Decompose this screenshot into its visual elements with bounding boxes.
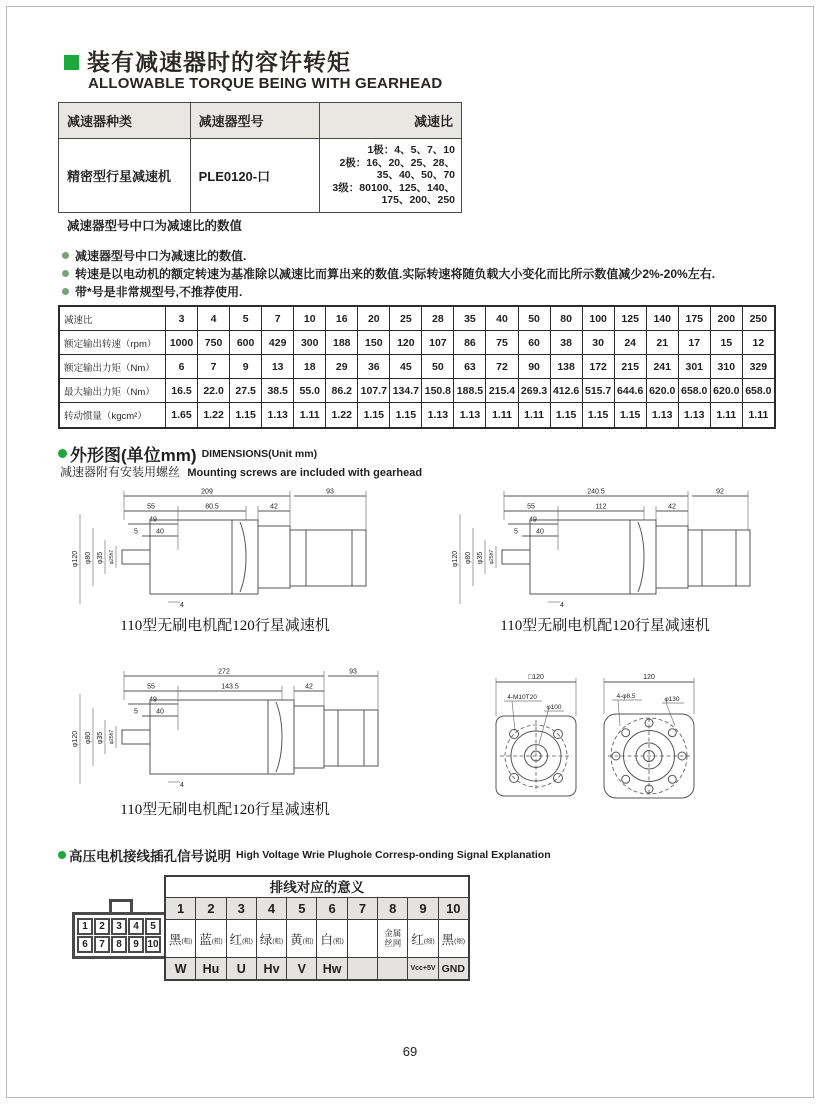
note-text: 带*号是非常规型号,不推荐使用. — [75, 284, 243, 299]
spec-cell: 200 — [711, 307, 743, 330]
spec-cell: 60 — [519, 331, 551, 354]
dim-label: 4-M10T20 — [507, 694, 537, 701]
dim-label: 80.5 — [205, 503, 219, 511]
spec-cell: 1.11 — [748, 409, 769, 421]
signal-cell: Hv — [257, 958, 287, 979]
spec-cell: 36 — [358, 355, 390, 378]
page-title-zh: 装有减速器时的容许转矩 — [87, 49, 351, 75]
spec-cell: 1.13 — [454, 403, 486, 427]
spec-cell: 25 — [390, 307, 422, 330]
wire-color-tag: (细) — [454, 938, 465, 945]
spec-cell: 1.13 — [647, 403, 679, 427]
page-title-en: ALLOWABLE TORQUE BEING WITH GEARHEAD — [88, 75, 443, 92]
wire-color-name: 蓝 — [199, 932, 212, 947]
wire-color-cell — [348, 920, 378, 957]
dim-label: 55 — [147, 683, 155, 691]
signal-cell: GND — [439, 958, 468, 979]
spec-cell: 1000 — [166, 331, 198, 354]
dimensions-note-zh: 减速器附有安装用螺丝 — [60, 465, 181, 479]
spec-cell: 172 — [583, 355, 615, 378]
dim-label: 4 — [560, 602, 564, 609]
note-text: 减速器型号中口为减速比的数值. — [75, 248, 247, 263]
spec-cell: 30 — [583, 331, 615, 354]
wire-color-name: 绿 — [259, 932, 273, 947]
spec-cell: 150.8 — [422, 379, 454, 402]
spec-cell: 269.3 — [519, 379, 551, 402]
spec-cell: 29 — [326, 355, 358, 378]
spec-cell: 100 — [583, 307, 615, 330]
connector-pin: 7 — [94, 936, 110, 953]
spec-cell: 1.22 — [198, 403, 230, 427]
spec-cell: 86.2 — [326, 379, 358, 402]
spec-table — [58, 305, 776, 429]
spec-row-torque — [60, 355, 774, 379]
spec-cell: 50 — [422, 355, 454, 378]
signal-cell: Vcc+5V — [408, 958, 438, 979]
spec-cell: 4 — [198, 307, 230, 330]
spec-row-label: 最大输出力矩（Nm） — [60, 379, 166, 402]
bullet-icon — [62, 270, 69, 277]
dim-label: φ25h7 — [109, 729, 115, 745]
spec-cell: 16 — [326, 307, 358, 330]
dimensions-title-zh: 外形图(单位mm) — [70, 446, 197, 465]
reduction-ratio-value — [320, 139, 462, 213]
spec-cell: 55.0 — [294, 379, 326, 402]
spec-cell: 750 — [198, 331, 230, 354]
dim-label: 55 — [147, 503, 155, 511]
dim-label: 42 — [668, 503, 676, 511]
pin-number-cell: 5 — [287, 898, 317, 919]
spec-row-label: 减速比 — [60, 307, 166, 330]
spec-cell: 1.11 — [486, 403, 518, 427]
col-gearhead-type: 减速器种类 — [59, 103, 191, 139]
signal-cell: U — [227, 958, 257, 979]
side-view-drawing-1 — [60, 486, 390, 612]
connector-pin: 5 — [145, 918, 161, 935]
spec-cell: 175 — [679, 307, 711, 330]
dim-label: φ35 — [97, 551, 104, 565]
spec-cell: 1.15 — [358, 403, 390, 427]
spec-cell: 620.0 — [711, 379, 743, 402]
col-reduction-ratio: 减速比 — [320, 103, 462, 139]
signal-cell: Hw — [317, 958, 347, 979]
spec-cell: 138 — [551, 355, 583, 378]
spec-row-label: 转动惯量（kgcm²） — [60, 403, 166, 427]
dim-label: φ120 — [72, 550, 79, 568]
signal-cell: Hu — [196, 958, 226, 979]
connector-pin: 8 — [111, 936, 127, 953]
dim-label: 5 — [134, 528, 138, 536]
dim-label: 143.5 — [221, 683, 239, 691]
dim-label: φ120 — [452, 550, 459, 568]
connector-pin: 2 — [94, 918, 110, 935]
dim-label: 209 — [201, 488, 213, 496]
dimensions-title-en: DIMENSIONS(Unit mm) — [201, 447, 318, 460]
spec-row-inertia — [60, 403, 774, 427]
pin-number-cell: 9 — [408, 898, 438, 919]
spec-cell: 50 — [519, 307, 551, 330]
pin-number-cell: 3 — [227, 898, 257, 919]
spec-cell: 301 — [679, 355, 711, 378]
spec-cell: 644.6 — [615, 379, 647, 402]
signal-cell: V — [287, 958, 317, 979]
pin-number-cell: 7 — [348, 898, 378, 919]
spec-cell: 21 — [647, 331, 679, 354]
dim-label: φ80 — [465, 551, 472, 565]
spec-cell: 1.15 — [551, 403, 583, 427]
ratio-line: 2极：16、20、25、28、 — [339, 156, 455, 169]
wire-color-cell — [408, 920, 438, 957]
spec-cell: 310 — [711, 355, 743, 378]
bullet-icon — [62, 252, 69, 259]
connector-pin: 4 — [128, 918, 144, 935]
dim-label: 93 — [326, 488, 334, 496]
gearhead-table-row — [59, 139, 462, 213]
wire-color-name: 金属丝网 — [384, 927, 402, 948]
ratio-line: 1极：4、5、7、10 — [367, 144, 455, 156]
dim-label: 240.5 — [587, 488, 605, 496]
note-item — [62, 264, 715, 282]
wire-color-cell — [196, 920, 226, 957]
wire-color-tag: (粗) — [211, 938, 223, 945]
spec-cell: 1.22 — [326, 403, 358, 427]
spec-cell: 80 — [551, 307, 583, 330]
spec-cell: 1.15 — [230, 403, 262, 427]
wire-color-name: 黄 — [290, 932, 303, 947]
dim-label: φ100 — [546, 704, 562, 711]
signal-cell: W — [166, 958, 196, 979]
spec-cell: 35 — [454, 307, 486, 330]
spec-cell: 1.11 — [294, 403, 326, 427]
dim-label: φ25h7 — [109, 549, 115, 565]
spec-cell: 658.0 — [679, 379, 711, 402]
gearhead-model-value: PLE0120-口 — [190, 139, 320, 213]
gearhead-type-value: 精密型行星减速机 — [59, 139, 191, 213]
dim-label: φ120 — [72, 730, 79, 748]
wire-color-tag: (粗) — [181, 938, 193, 945]
spec-row-speed — [60, 331, 774, 355]
dim-label: 92 — [716, 488, 724, 496]
wiring-section-header — [58, 845, 551, 865]
spec-cell: 40 — [486, 307, 518, 330]
wiring-title-en: High Voltage Wrie Plughole Corresp-onding Signal Explanation — [236, 849, 551, 861]
connector-pin: 3 — [111, 918, 127, 935]
wire-color-cell — [257, 920, 287, 957]
spec-cell: 15 — [711, 331, 743, 354]
spec-cell: 150 — [358, 331, 390, 354]
signal-cell — [348, 958, 378, 979]
wiring-table-title: 排线对应的意义 — [166, 877, 468, 898]
spec-cell: 1.13 — [422, 403, 454, 427]
spec-row-max-torque — [60, 379, 774, 403]
spec-cell: 1.15 — [615, 403, 647, 427]
spec-cell: 5 — [230, 307, 262, 330]
spec-row-ratio — [60, 307, 774, 331]
wire-color-name: 红 — [411, 932, 424, 947]
dim-label: φ35 — [477, 551, 484, 565]
green-square-marker — [64, 55, 79, 70]
spec-cell: 134.7 — [390, 379, 422, 402]
spec-cell: 429 — [262, 331, 294, 354]
col-gearhead-model: 减速器型号 — [190, 103, 320, 139]
note-item — [62, 282, 715, 300]
spec-cell: 1.11 — [519, 403, 551, 427]
wire-color-cell — [227, 920, 257, 957]
bullet-icon — [62, 288, 69, 295]
dim-label: 93 — [349, 668, 357, 676]
wiring-table — [164, 875, 470, 981]
spec-cell: 9 — [230, 355, 262, 378]
spec-cell: 140 — [647, 307, 679, 330]
note-item — [62, 246, 715, 264]
model-footnote: 减速器型号中口为减速比的数值 — [67, 219, 243, 233]
gearhead-table — [58, 102, 462, 213]
spec-cell: 72 — [486, 355, 518, 378]
signal-cell — [378, 958, 408, 979]
spec-row-label: 额定输出力矩（Nm） — [60, 355, 166, 378]
wire-color-tag: (粗) — [272, 938, 284, 945]
spec-cell: 250 — [749, 312, 768, 325]
dim-label: φ80 — [85, 731, 92, 745]
spec-cell: 17 — [679, 331, 711, 354]
wire-color-cell — [287, 920, 317, 957]
spec-cell: 1.13 — [262, 403, 294, 427]
spec-cell: 24 — [615, 331, 647, 354]
dimensions-note-en: Mounting screws are included with gearhead — [187, 467, 423, 479]
spec-cell: 13 — [262, 355, 294, 378]
spec-cell: 45 — [390, 355, 422, 378]
flange-view-drawing — [478, 668, 708, 803]
dim-label: 272 — [218, 668, 230, 676]
spec-cell: 107.7 — [358, 379, 390, 402]
wire-color-name: 黑 — [441, 932, 455, 947]
spec-cell: 215.4 — [486, 379, 518, 402]
dim-label: 120 — [643, 674, 655, 681]
notes-list — [62, 246, 715, 300]
bullet-icon — [58, 851, 66, 859]
wire-color-tag: (粗) — [332, 938, 344, 945]
dim-label: φ35 — [97, 731, 104, 745]
pin-number-cell: 1 — [166, 898, 196, 919]
spec-cell: 27.5 — [230, 379, 262, 402]
dim-label: □120 — [528, 674, 544, 681]
connector-body — [72, 912, 170, 959]
dim-label: 40 — [156, 708, 164, 716]
spec-cell: 125 — [615, 307, 647, 330]
dim-label: 5 — [134, 708, 138, 716]
spec-cell: 658.0 — [745, 384, 772, 397]
spec-cell: 600 — [230, 331, 262, 354]
dim-label: 4-φ8.5 — [616, 693, 636, 700]
pin-number-cell: 8 — [378, 898, 408, 919]
wire-color-tag: (粗) — [242, 938, 253, 945]
spec-cell: 3 — [166, 307, 198, 330]
spec-cell: 188 — [326, 331, 358, 354]
spec-cell: 16.5 — [166, 379, 198, 402]
spec-cell: 188.5 — [454, 379, 486, 402]
ratio-line: 3级：80100、125、140、 — [332, 181, 455, 194]
dim-label: 49 — [529, 516, 537, 524]
spec-cell: 12 — [752, 336, 765, 349]
dimensions-note — [60, 463, 422, 480]
dim-label: 4 — [180, 782, 184, 789]
spec-cell: 241 — [647, 355, 679, 378]
dim-label: φ130 — [664, 696, 680, 703]
spec-cell: 6 — [166, 355, 198, 378]
spec-cell: 120 — [390, 331, 422, 354]
spec-cell: 20 — [358, 307, 390, 330]
wire-color-cell — [378, 920, 408, 957]
spec-cell: 620.0 — [647, 379, 679, 402]
spec-cell: 1.15 — [583, 403, 615, 427]
spec-cell: 7 — [198, 355, 230, 378]
spec-cell: 300 — [294, 331, 326, 354]
dim-label: 55 — [527, 503, 535, 511]
spec-cell: 1.13 — [679, 403, 711, 427]
wiring-title-zh: 高压电机接线插孔信号说明 — [69, 849, 231, 864]
note-text: 转速是以电动机的额定转速为基准除以减速比而算出来的数值.实际转速将随负载大小变化而比所示数值减少2%-20%左右. — [75, 266, 716, 281]
spec-cell: 1.15 — [390, 403, 422, 427]
wire-color-name: 黑 — [168, 932, 182, 947]
wire-color-tag: (细) — [423, 938, 435, 945]
connector-diagram — [72, 899, 170, 959]
spec-cell: 86 — [454, 331, 486, 354]
pin-number-cell: 6 — [317, 898, 347, 919]
dim-label: 49 — [149, 516, 157, 524]
side-view-drawing-2 — [440, 486, 770, 612]
pin-number-cell: 2 — [196, 898, 226, 919]
connector-pin: 6 — [77, 936, 93, 953]
spec-cell: 515.7 — [583, 379, 615, 402]
spec-cell: 90 — [519, 355, 551, 378]
ratio-line: 35、40、50、70 — [376, 169, 455, 181]
bullet-icon — [58, 449, 67, 458]
connector-pin: 1 — [77, 918, 93, 935]
spec-cell: 329 — [749, 360, 768, 373]
spec-cell: 63 — [454, 355, 486, 378]
ratio-line: 175、200、250 — [381, 194, 455, 206]
drawing-caption: 110型无刷电机配120行星减速机 — [120, 618, 330, 634]
pin-number-cell: 10 — [439, 898, 468, 919]
spec-cell: 10 — [294, 307, 326, 330]
dim-label: 5 — [514, 528, 518, 536]
wire-color-name: 白 — [320, 932, 333, 947]
spec-cell: 22.0 — [198, 379, 230, 402]
spec-cell: 1.11 — [711, 403, 743, 427]
spec-cell: 1.65 — [166, 403, 198, 427]
drawing-caption: 110型无刷电机配120行星减速机 — [500, 618, 710, 634]
spec-cell: 107 — [422, 331, 454, 354]
spec-cell: 7 — [262, 307, 294, 330]
dim-label: 42 — [305, 683, 313, 691]
spec-cell: 28 — [422, 307, 454, 330]
connector-pin: 10 — [145, 936, 161, 953]
pin-number-cell: 4 — [257, 898, 287, 919]
spec-cell: 215 — [615, 355, 647, 378]
page-number: 69 — [402, 1044, 418, 1059]
wire-color-tag: (粗) — [302, 938, 314, 945]
dim-label: φ25h7 — [489, 549, 495, 565]
connector-pin: 9 — [128, 936, 144, 953]
spec-cell: 75 — [486, 331, 518, 354]
spec-cell: 38 — [551, 331, 583, 354]
wire-color-name: 红 — [229, 932, 243, 947]
drawing-caption: 110型无刷电机配120行星减速机 — [120, 802, 330, 818]
wire-color-cell — [439, 920, 468, 957]
dim-label: φ80 — [85, 551, 92, 565]
dim-label: 112 — [595, 503, 607, 511]
dim-label: 40 — [156, 528, 164, 536]
dim-label: 40 — [536, 528, 544, 536]
wire-color-cell — [317, 920, 347, 957]
spec-row-label: 额定输出转速（rpm） — [60, 331, 166, 354]
dim-label: 49 — [149, 696, 157, 704]
dim-label: 4 — [180, 602, 184, 609]
wire-color-cell — [166, 920, 196, 957]
dim-label: 42 — [270, 503, 278, 511]
spec-cell: 18 — [294, 355, 326, 378]
spec-cell: 38.5 — [262, 379, 294, 402]
connector-tab — [109, 899, 133, 912]
spec-cell: 412.6 — [551, 379, 583, 402]
gearhead-table-header — [59, 103, 462, 139]
side-view-drawing-3 — [60, 666, 390, 792]
